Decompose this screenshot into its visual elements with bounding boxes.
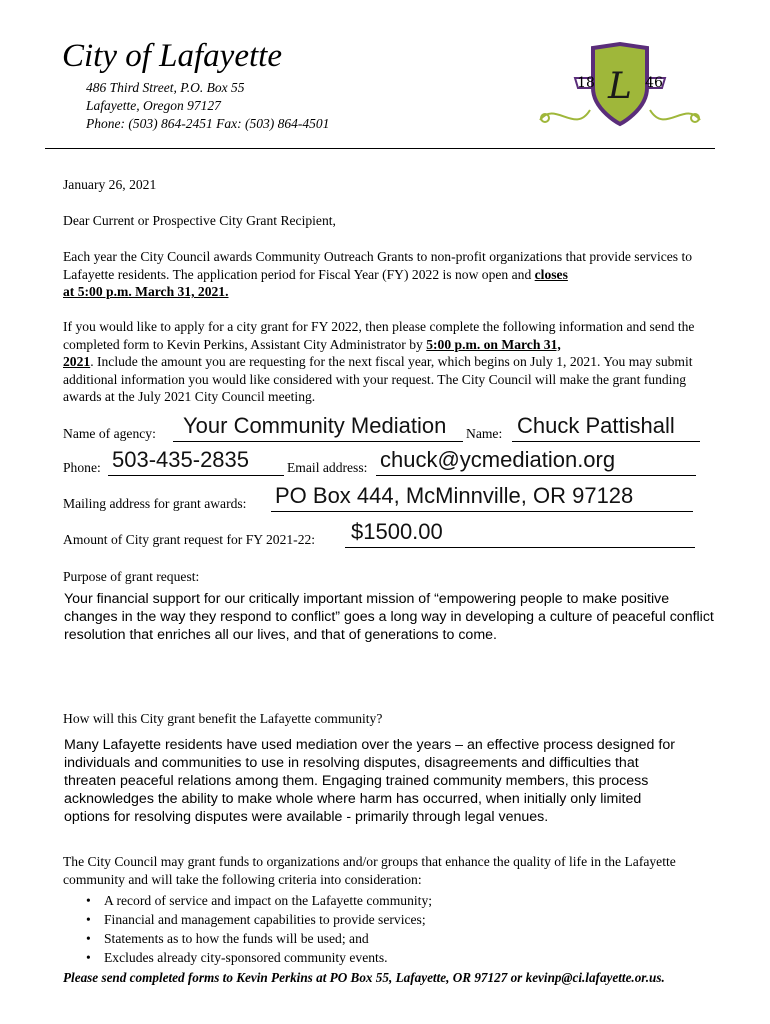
header-divider <box>45 148 715 149</box>
address-line-2: Lafayette, Oregon 97127 <box>86 98 221 113</box>
instructions-deadline-1: 5:00 p.m. on March 31, <box>426 336 561 352</box>
criteria-list <box>80 891 432 967</box>
address-line-1: 486 Third Street, P.O. Box 55 <box>86 80 245 95</box>
list-item: • Excludes already city-sponsored community events. <box>86 950 388 965</box>
seal-right-year: 46 <box>645 75 663 91</box>
city-seal-logo <box>535 40 705 132</box>
purpose-answer[interactable]: Your financial support for our critically important mission of “empowering people to make positive changes in the way they respond to conflict” goes a long way in developing a culture of peaceful conflict resolution that enriches all our lives, and that of generations to come. <box>64 591 714 643</box>
intro-text: Each year the City Council awards Community Outreach Grants to non-profit organizations that provide services to Lafayette residents. The application period for Fiscal Year (FY) 2022 is now open and <box>63 249 693 282</box>
salutation: Dear Current or Prospective City Grant Recipient, <box>63 213 336 228</box>
intro-paragraph <box>63 248 703 301</box>
mailing-label: Mailing address for grant awards: <box>63 496 247 511</box>
contact-name-field[interactable] <box>512 415 700 442</box>
phone-email-row <box>63 446 703 476</box>
agency-row <box>63 412 703 442</box>
amount-field[interactable] <box>345 521 695 548</box>
mailing-address-field[interactable] <box>271 485 693 512</box>
purpose-label: Purpose of grant request: <box>63 569 200 584</box>
agency-label: Name of agency: <box>63 426 156 441</box>
amount-row <box>63 518 703 548</box>
list-item: • Financial and management capabilities to provide services; <box>86 912 426 927</box>
agency-value: Your Community Mediation <box>183 413 447 438</box>
email-field[interactable] <box>376 449 696 476</box>
bullet-icon: • <box>86 950 91 965</box>
bullet-icon: • <box>86 893 91 908</box>
benefit-answer[interactable]: Many Lafayette residents have used mediation over the years – an effective process designed for individuals and communities to use in resolving disputes, disagreements and difficulties that threaten peaceful relations among them. Engaging trained community members, this process acknowledges the ability to make whole where harm has occurred, when initially only limited options for resolving disputes were available - primarily through legal venues. <box>64 737 675 825</box>
city-name-heading: City of Lafayette <box>62 38 282 74</box>
footer-note: Please send completed forms to Kevin Perkins at PO Box 55, Lafayette, OR 97127 or kevinp@ci.lafayette.or.us. <box>63 970 665 985</box>
mailing-address-value: PO Box 444, McMinnville, OR 97128 <box>275 483 634 508</box>
bullet-icon: • <box>86 931 91 946</box>
phone-value: 503-435-2835 <box>112 447 250 472</box>
bullet-icon: • <box>86 912 91 927</box>
instructions-text-2: . Include the amount you are requesting for the next fiscal year, which begins on July 1, 2021. You may submit additional information you would like considered with your request. The City Council will make the grant funding awards at the July 2021 City Council meeting. <box>63 354 693 405</box>
agency-field[interactable] <box>173 415 463 442</box>
contact-name-value: Chuck Pattishall <box>517 413 675 438</box>
instructions-deadline-2: 2021 <box>63 354 91 370</box>
seal-letter: L <box>608 66 632 107</box>
amount-label: Amount of City grant request for FY 2021-22: <box>63 532 316 547</box>
phone-field[interactable] <box>108 449 284 476</box>
phone-fax-line: Phone: (503) 864-2451 Fax: (503) 864-4501 <box>86 116 330 131</box>
email-label: Email address: <box>287 460 368 475</box>
list-item: • Statements as to how the funds will be used; and <box>86 931 369 946</box>
email-value: chuck@ycmediation.org <box>380 447 616 472</box>
instructions-text-1: If you would like to apply for a city grant for FY 2022, then please complete the following information and send the completed form to Kevin Perkins, Assistant City Administrator by <box>63 319 695 352</box>
amount-value: $1500.00 <box>351 519 443 544</box>
phone-label: Phone: <box>63 460 101 475</box>
list-item: • A record of service and impact on the Lafayette community; <box>86 893 433 908</box>
seal-left-year: 18 <box>577 75 595 91</box>
instructions-paragraph <box>63 318 703 406</box>
letter-date: January 26, 2021 <box>63 177 157 192</box>
closes-emphasis: closes <box>534 266 568 282</box>
deadline-emphasis: at 5:00 p.m. March 31, 2021. <box>63 284 229 300</box>
name-label: Name: <box>466 426 503 441</box>
benefit-label: How will this City grant benefit the Lafayette community? <box>63 711 383 726</box>
criteria-intro: The City Council may grant funds to organizations and/or groups that enhance the quality of life in the Lafayette community and will take the following criteria into consideration: <box>63 854 676 887</box>
mailing-row <box>63 482 703 512</box>
